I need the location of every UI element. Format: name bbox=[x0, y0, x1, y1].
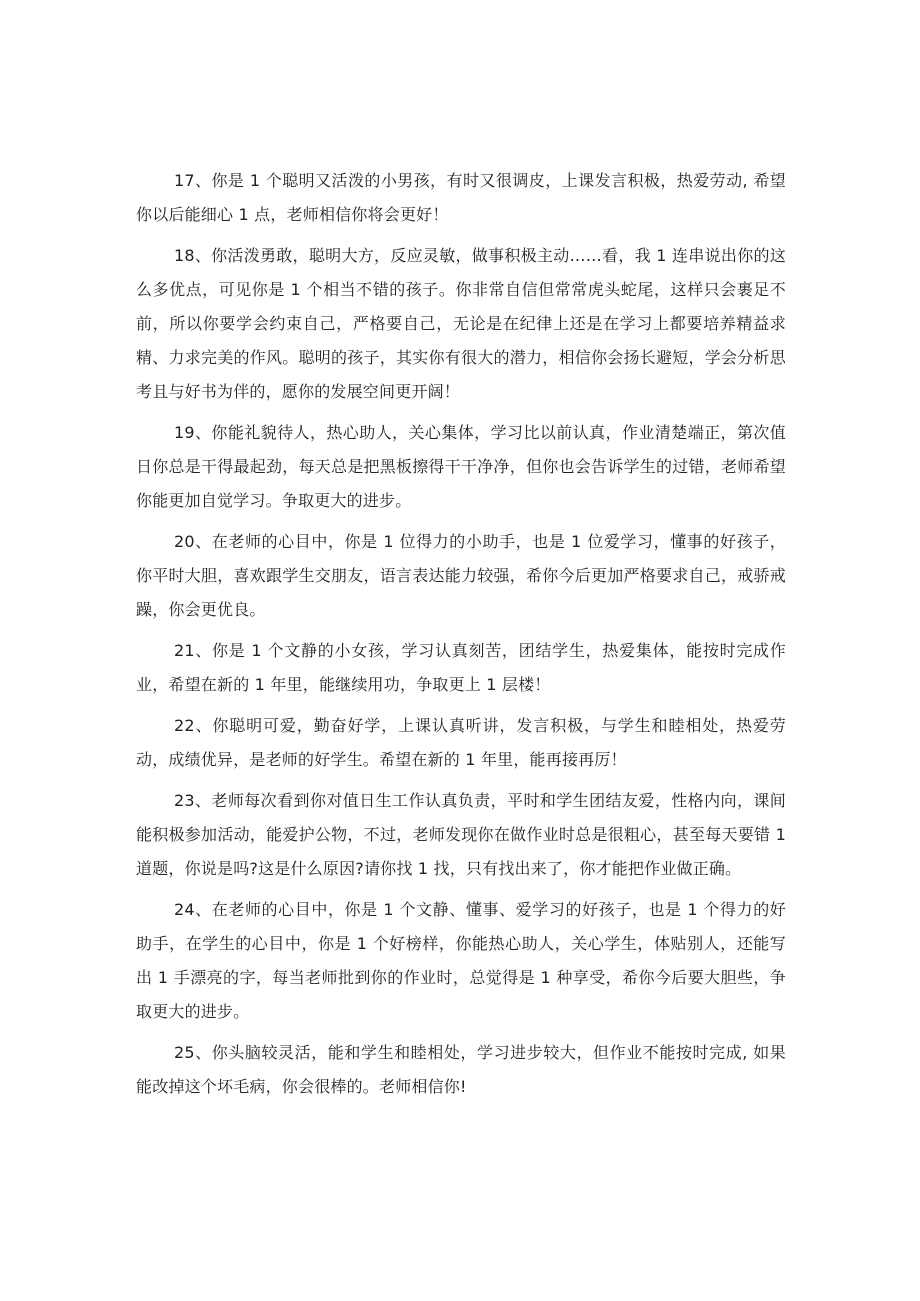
paragraph-25: 25、你头脑较灵活，能和学生和睦相处，学习进步较大，但作业不能按时完成, 如果能改掉这个坏毛病，你会很棒的。老师相信你! bbox=[136, 1043, 786, 1096]
paragraph-21: 21、你是 1 个文静的小女孩，学习认真刻苦，团结学生，热爱集体，能按时完成作业，希望在新的 1 年里，能继续用功，争取更上 1 层楼！ bbox=[136, 641, 786, 694]
document-body bbox=[136, 164, 786, 1111]
paragraph-17: 17、你是 1 个聪明又活泼的小男孩，有时又很调皮，上课发言积极，热爱劳动, 希望你以后能细心 1 点，老师相信你将会更好！ bbox=[136, 171, 786, 224]
paragraph-23: 23、老师每次看到你对值日生工作认真负责，平时和学生团结友爱，性格内向，课间能积极参加活动，能爱护公物，不过，老师发现你在做作业时总是很粗心，甚至每天要错 1 道题，你说是吗?这是什么原因?请你找 1 找，只有找出来了，你才能把作业做正确。 bbox=[136, 791, 786, 878]
paragraph-18: 18、你活泼勇敢，聪明大方，反应灵敏，做事积极主动……看，我 1 连串说出你的这么多优点，可见你是 1 个相当不错的孩子。你非常自信但常常虎头蛇尾，这样只会裹足不前，所以你要学会约束自己，严格要自己，无论是在纪律上还是在学习上都要培养精益求精、力求完美的作风。聪明的孩子，其实你有很大的潜力，相信你会扬长避短，学会分析思考且与好书为伴的，愿你的发展空间更开阔！ bbox=[136, 246, 786, 401]
paragraph-24: 24、在老师的心目中，你是 1 个文静、懂事、爱学习的好孩子，也是 1 个得力的好助手，在学生的心目中，你是 1 个好榜样，你能热心助人，关心学生，体贴别人，还能写出 1 手漂亮的字，每当老师批到你的作业时，总觉得是 1 种享受，希你今后要大胆些，争取更大的进步。 bbox=[136, 900, 786, 1021]
paragraph-22: 22、你聪明可爱，勤奋好学，上课认真听讲，发言积极，与学生和睦相处，热爱劳动，成绩优异，是老师的好学生。希望在新的 1 年里，能再接再厉！ bbox=[136, 716, 786, 769]
paragraph-19: 19、你能礼貌待人，热心助人，关心集体，学习比以前认真，作业清楚端正，第次值日你总是干得最起劲，每天总是把黑板擦得干干净净，但你也会告诉学生的过错，老师希望你能更加自觉学习。争取更大的进步。 bbox=[136, 423, 786, 510]
paragraph-20: 20、在老师的心目中，你是 1 位得力的小助手，也是 1 位爱学习，懂事的好孩子，你平时大胆，喜欢跟学生交朋友，语言表达能力较强，希你今后更加严格要求自己，戒骄戒躁，你会更优良。 bbox=[136, 532, 786, 619]
